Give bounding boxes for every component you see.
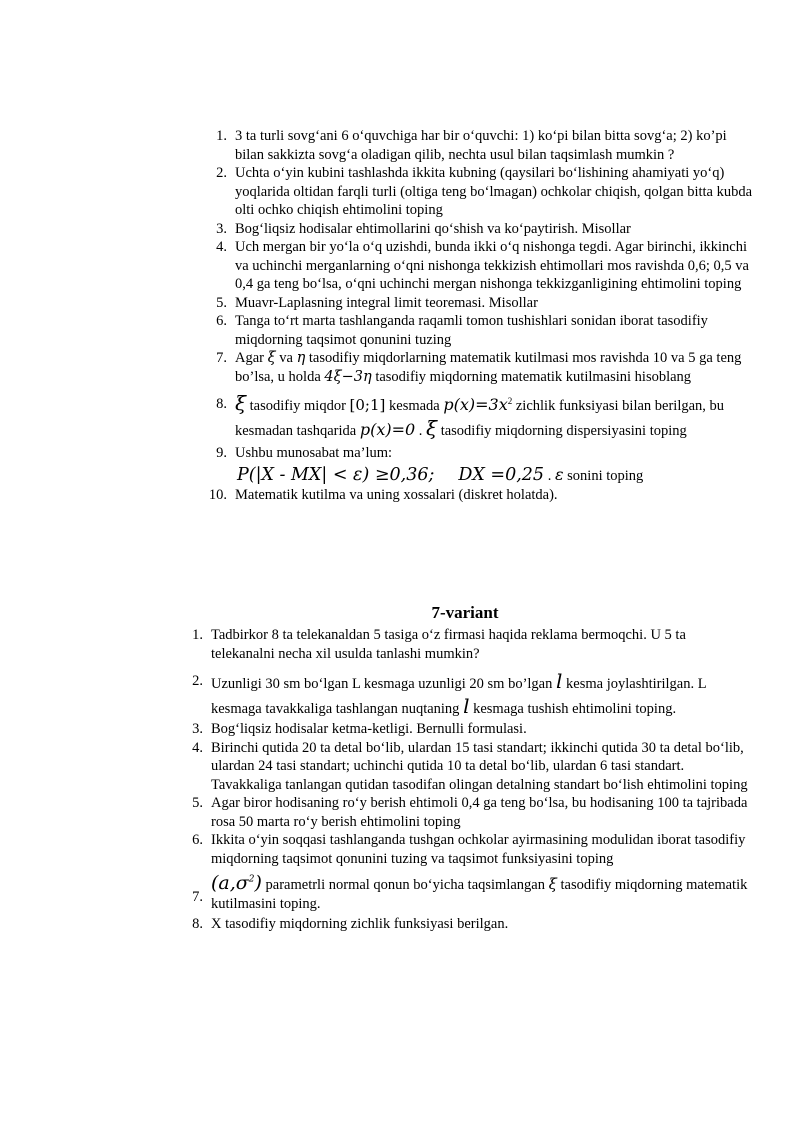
segment-symbol: l xyxy=(463,694,470,718)
question-list-variant-7 xyxy=(192,626,751,934)
parameters xyxy=(211,872,262,894)
item-text: zichlik funksiyasi bilan berilgan, bu kesmadan tashqarida xyxy=(235,398,725,439)
xi-symbol: ξ xyxy=(267,350,276,366)
item-text: parametrli normal qonun bo‘yicha taqsimlangan xyxy=(261,877,549,893)
item-text: Muavr-Laplasning integral limit teoremasi. Misollar xyxy=(235,294,538,311)
list-item xyxy=(216,312,755,349)
density-formula: p(x)=3x xyxy=(443,395,508,414)
list-item xyxy=(192,720,751,739)
item-number: 10. xyxy=(208,487,227,503)
item-number: 3. xyxy=(192,721,203,737)
item-text: tasodifiy miqdorning matematik kutilmasini toping. xyxy=(211,877,748,912)
list-item xyxy=(216,164,755,220)
item-text: . xyxy=(544,467,555,484)
xi-symbol: ξ xyxy=(426,416,438,440)
list-item xyxy=(216,238,755,294)
item-number: 6. xyxy=(192,832,203,848)
item-number: 8. xyxy=(216,396,227,412)
item-text: Uzunligi 30 sm bo‘lgan L kesmaga uzunligi 20 sm bo’lgan xyxy=(211,676,556,692)
item-text: 3 ta turli sovg‘ani 6 o‘quvchiga har bir o‘quvchi: 1) ko‘pi bilan bitta sovg‘a; 2) ko’pi bilan sakkizta sovg‘a oladigan qilib, nechta usul bilan taqsimlash mumkin ? xyxy=(235,128,727,163)
item-number: 4. xyxy=(192,739,203,756)
item-text: Tanga to‘rt marta tashlanganda raqamli tomon tushishlari sonidan iborat tasodifiy miqdorning taqsimot qonunini tuzing xyxy=(235,313,708,348)
item-text: tasodifiy miqdorning matematik kutilmasini hisoblang xyxy=(371,368,692,385)
exponent: 2 xyxy=(507,396,513,407)
list-item xyxy=(192,739,751,795)
item-text: Bog‘liqsiz hodisalar ketma-ketligi. Bernulli formulasi. xyxy=(211,721,527,737)
list-item xyxy=(208,486,755,505)
item-number: 6. xyxy=(216,313,227,329)
item-text: tasodifiy miqdorning dispersiyasini toping xyxy=(437,423,687,439)
parameters-close: ) xyxy=(254,872,262,894)
item-text: Matematik kutilma va uning xossalari (diskret holatda). xyxy=(235,487,558,503)
list-item xyxy=(216,294,755,313)
item-text: Agar biror hodisaning ro‘y berish ehtimoli 0,4 ga teng bo‘lsa, bu hodisaning 100 ta tajribada rosa 50 marta ro‘y berish ehtimolini toping xyxy=(211,795,748,830)
item-text: Uch mergan bir yo‘la o‘q uzishdi, bunda ikki o‘q nishonga tegdi. Agar birinchi, ikkinchi va uchinchi merganlarning o‘qni nishonga tekkizish ehtimollari mos ravishda 0,6; 0,5 va 0,4 ga teng bo‘lsa, o‘qni uchinchi mergan nishonga tekkizganligining ehtimolini toping xyxy=(235,239,749,292)
item-text: X tasodifiy miqdorning zichlik funksiyasi berilgan. xyxy=(211,916,509,932)
item-number: 5. xyxy=(216,294,227,311)
item-number: 4. xyxy=(216,239,227,255)
item-text: tasodifiy miqdorlarning matematik kutilmasi mos ravishda 10 va 5 ga teng bo’lsa, u holda xyxy=(235,350,742,385)
item-text: Ushbu munosabat ma’lum: xyxy=(235,445,393,461)
exponent: 2 xyxy=(248,874,255,885)
list-item xyxy=(192,794,751,831)
list-item xyxy=(216,349,755,386)
item-text: Uchta o‘yin kubini tashlashda ikkita kubning (qaysilari bo‘lishining ahamiyati yo‘q) yoqlarida oltidan farqli turli (oltiga teng bo‘lmagan) ochkolar chiqish, qolgan bitta kubda olti ochko chiqish ehtimolini toping xyxy=(235,165,753,218)
list-item xyxy=(216,220,755,239)
item-number: 9. xyxy=(216,445,227,461)
item-number: 1. xyxy=(216,128,227,144)
item-number: 1. xyxy=(192,627,203,643)
probability-formula: P(|X - MX| < ε) ≥0,36; xyxy=(237,464,435,485)
list-item xyxy=(216,391,755,442)
question-list-variant-6 xyxy=(208,127,755,505)
item-text: va xyxy=(275,350,297,366)
expression: 4ξ−3η xyxy=(324,368,372,385)
xi-symbol: ξ xyxy=(548,875,557,893)
formula-line xyxy=(237,465,755,486)
item-text: kesmaga tushish ehtimolini toping. xyxy=(469,701,677,717)
item-text: tasodifiy miqdor xyxy=(246,398,350,414)
item-number: 7. xyxy=(216,350,227,366)
list-item xyxy=(216,444,755,485)
item-number: 2. xyxy=(192,673,203,689)
parameters-text: (a,σ xyxy=(211,872,249,894)
item-text: sonini toping xyxy=(563,467,644,484)
variance-formula: DX =0,25 xyxy=(458,464,545,485)
eta-symbol: η xyxy=(296,350,306,366)
item-text: . xyxy=(415,423,427,439)
item-text: Agar xyxy=(235,350,268,366)
segment-symbol: l xyxy=(556,669,563,693)
item-number: 8. xyxy=(192,916,203,932)
list-item xyxy=(192,626,751,663)
list-item xyxy=(192,669,751,720)
xi-symbol: ξ xyxy=(235,391,247,415)
zero-formula: p(x)=0 xyxy=(359,420,416,439)
item-number: 5. xyxy=(192,795,203,811)
item-number: 3. xyxy=(216,220,227,237)
interval: [0;1] xyxy=(349,396,386,414)
item-text: Tadbirkor 8 ta telekanaldan 5 tasiga o‘z firmasi haqida reklama bermoqchi. U 5 ta telekanalni necha xil usulda tanlashi mumkin? xyxy=(211,627,686,662)
item-text: kesma joylashtirilgan. L kesmaga tavakkaliga tashlangan nuqtaning xyxy=(211,676,707,717)
list-item xyxy=(216,127,755,164)
item-number: 2. xyxy=(216,165,227,181)
list-item xyxy=(192,831,751,868)
list-item xyxy=(192,872,751,913)
epsilon-symbol: ε xyxy=(554,464,564,484)
list-item xyxy=(192,915,751,934)
item-text: Ikkita o‘yin soqqasi tashlanganda tushgan ochkolar ayirmasining modulidan iborat tasodifiy miqdorning taqsimot qonunini tuzing va taqsimot funksiyasini toping xyxy=(211,832,746,867)
item-text: Bog‘liqsiz hodisalar ehtimollarini qo‘shish va ko‘paytirish. Misollar xyxy=(235,220,631,237)
item-text: kesmada xyxy=(385,398,444,414)
variant-heading: 7-variant xyxy=(431,603,499,622)
item-number: 7. xyxy=(192,889,203,905)
item-text: Birinchi qutida 20 ta detal bo‘lib, ulardan 15 tasi standart; ikkinchi qutida 30 ta detal bo‘lib, ulardan 24 tasi standart; uchinchi qutida 10 ta detal bo‘lib, ulardan 6 tasi standart. Tavakkaliga tanlangan qutidan tasodifan olingan detalning standart bo‘lish ehtimolini toping xyxy=(211,739,748,793)
